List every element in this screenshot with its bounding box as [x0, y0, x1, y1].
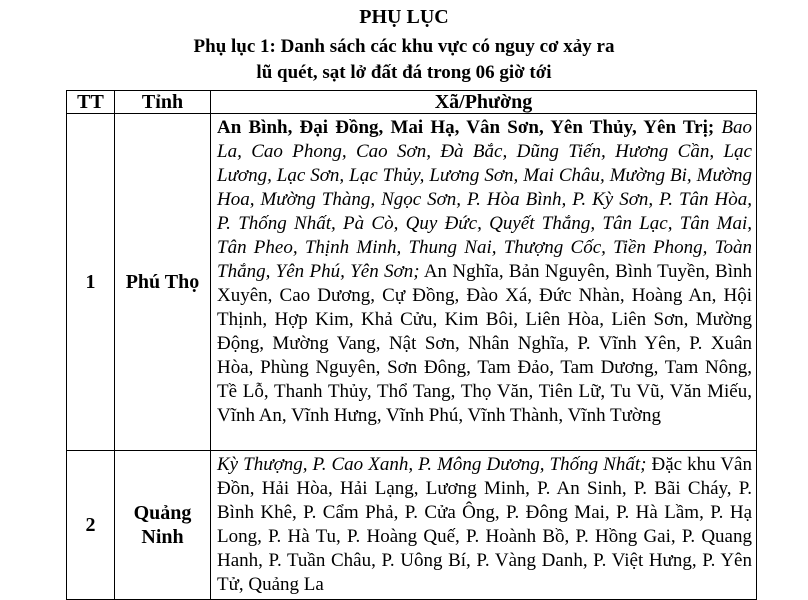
wards-regular: An Nghĩa, Bản Nguyên, Bình Tuyền, Bình Xuyên, Cao Dương, Cự Đồng, Đào Xá, Đức Nhàn, Hoàng An, Hội Thịnh, Hợp Kim, Khả Cửu, Kim Bôi, Liên Hòa, Liên Sơn, Mường Động, Mường Vang, Nật Sơn, Nhân Nghĩa, P. Vĩnh Yên, P. Xuân Hòa, Phùng Nguyên, Sơn Đông, Tam Đảo, Tam Dương, Tam Nông, Tề Lỗ, Thanh Thủy, Thổ Tang, Thọ Văn, Tiên Lữ, Tu Vũ, Văn Miếu, Vĩnh An, Vĩnh Hưng, Vĩnh Phú, Vĩnh Thành, Vĩnh Tường [217, 261, 752, 426]
appendix-title: PHỤ LỤC [359, 6, 449, 28]
ward-list [211, 114, 757, 451]
table-row [67, 114, 757, 451]
wards-italic: Bao La, Cao Phong, Cao Sơn, Đà Bắc, Dũng Tiến, Hương Cần, Lạc Lương, Lạc Sơn, Lạc Thủy, Lương Sơn, Mai Châu, Mường Bi, Mường Hoa, Mường Thàng, Ngọc Sơn, P. Hòa Bình, P. Kỳ Sơn, P. Tân Hòa, P. Thống Nhất, Pà Cò, Quy Đức, Quyết Thắng, Tân Lạc, Tân Mai, Tân Pheo, Thịnh Minh, Thung Nai, Thượng Cốc, Tiền Phong, Toàn Thắng, Yên Phú, Yên Sơn; [217, 117, 752, 282]
row-number: 2 [67, 451, 115, 600]
header-province: Tỉnh [115, 91, 211, 114]
table-row [67, 451, 757, 600]
wards-italic: Kỳ Thượng, P. Cao Xanh, P. Mông Dương, Thống Nhất; [217, 454, 647, 475]
appendix-subtitle-line1: Phụ lục 1: Danh sách các khu vực có nguy cơ xảy ra [193, 36, 615, 57]
province-name: Phú Thọ [115, 114, 211, 451]
ward-list [211, 451, 757, 600]
risk-area-table [66, 90, 757, 600]
wards-regular: Đặc khu Vân Đồn, Hải Hòa, Hải Lạng, Lương Minh, P. An Sinh, P. Bãi Cháy, P. Bình Khê, P. Cẩm Phả, P. Cửa Ông, P. Đông Mai, P. Hà Lầm, P. Hạ Long, P. Hà Tu, P. Hoàng Quế, P. Hoành Bồ, P. Hồng Gai, P. Quang Hanh, P. Tuần Châu, P. Uông Bí, P. Vàng Danh, P. Việt Hưng, P. Yên Tử, Quảng La [217, 454, 752, 595]
province-name: Quảng Ninh [115, 451, 211, 600]
header-tt: TT [67, 91, 115, 114]
wards-bold: An Bình, Đại Đồng, Mai Hạ, Vân Sơn, Yên Thủy, Yên Trị; [217, 117, 715, 138]
table-header-row [67, 91, 757, 114]
row-number: 1 [67, 114, 115, 451]
header-wards: Xã/Phường [211, 91, 757, 114]
appendix-subtitle-line2: lũ quét, sạt lở đất đá trong 06 giờ tới [256, 62, 552, 83]
